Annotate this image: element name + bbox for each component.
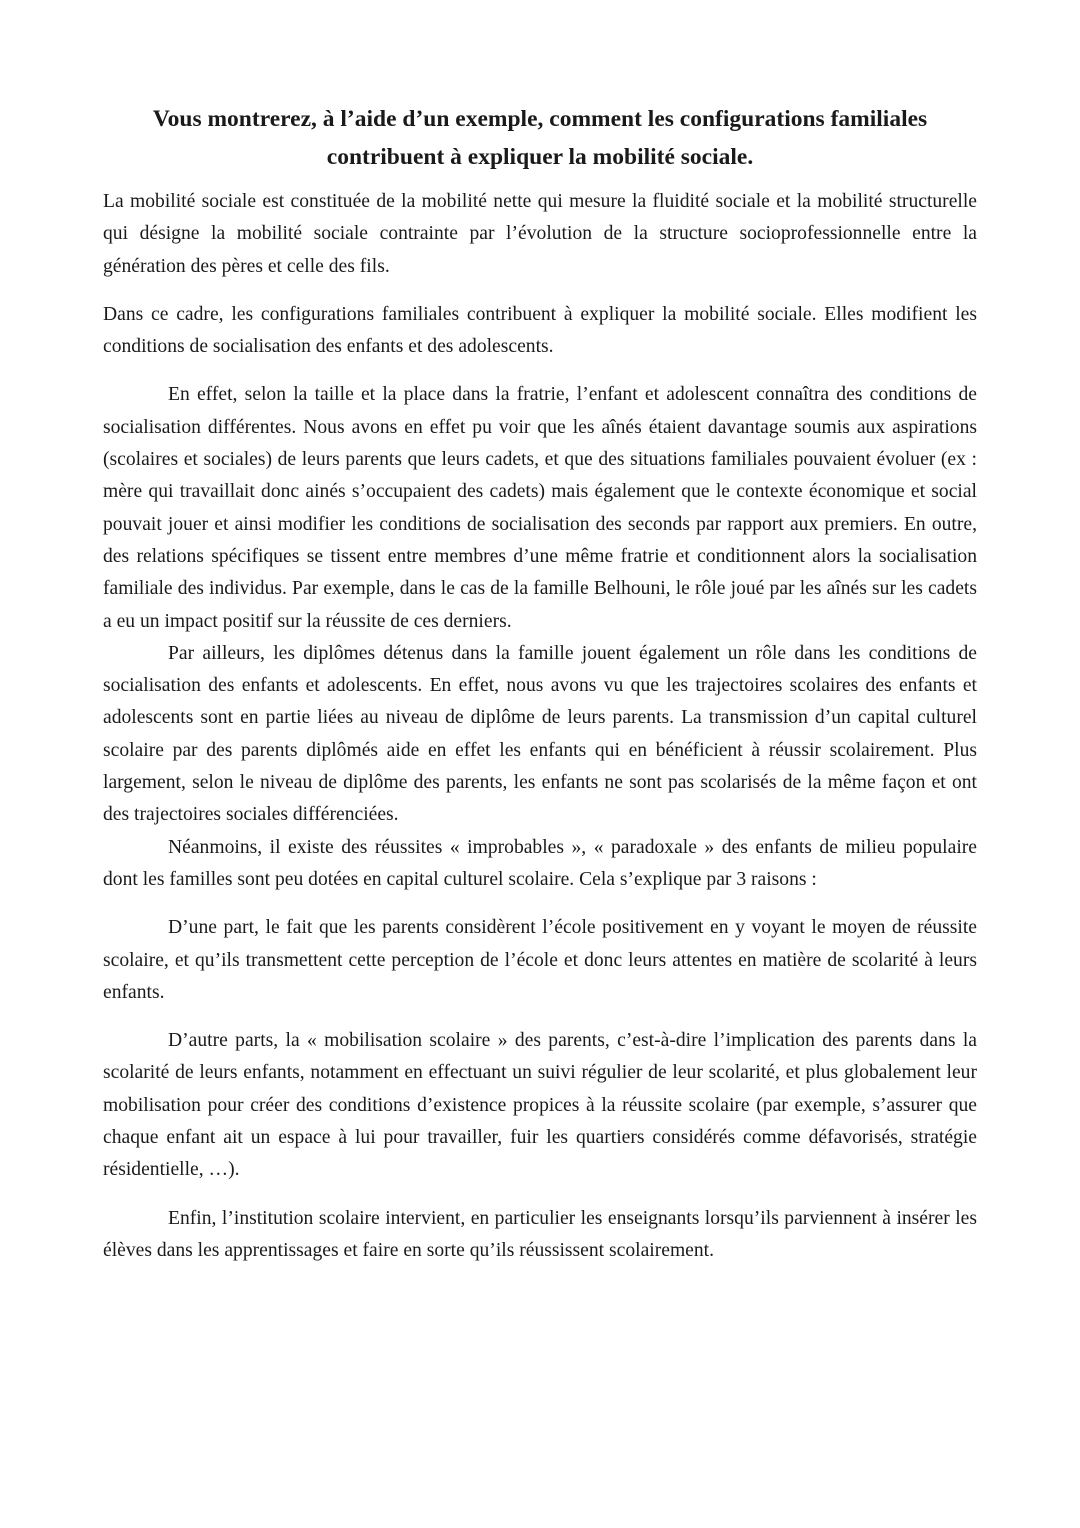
paragraph-reussites-improbables: Néanmoins, il existe des réussites « improbables », « paradoxale » des enfants de milieu populaire dont les familles sont peu dotées en capital culturel scolaire. Cela s’explique par 3 raisons : bbox=[103, 836, 977, 890]
paragraph-raison-2: D’autre parts, la « mobilisation scolaire » des parents, c’est-à-dire l’implication des parents dans la scolarité de leurs enfants, notamment en effectuant un suivi régulier de leur scolarité, et plus globalement leur mobilisation pour créer des conditions d’existence propices à la réussite scolaire (par exemple, s’assurer que chaque enfant ait un espace à lui pour travailler, fuir les quartiers considérés comme défavorisés, stratégie résidentielle, …). bbox=[103, 1030, 977, 1181]
paragraph-definition: La mobilité sociale est constituée de la mobilité nette qui mesure la fluidité sociale et la mobilité structurelle qui désigne la mobilité sociale contrainte par l’évolution de la structure socioprofessionnelle entre la génération des pères et celle des fils. bbox=[103, 191, 977, 277]
paragraph-raison-1: D’une part, le fait que les parents considèrent l’école positivement en y voyant le moyen de réussite scolaire, et qu’ils transmettent cette perception de l’école et donc leurs attentes en matière de scolarité à leurs enfants. bbox=[103, 917, 977, 1003]
paragraph-raison-3: Enfin, l’institution scolaire intervient, en particulier les enseignants lorsqu’ils parviennent à insérer les élèves dans les apprentissages et faire en sorte qu’ils réussissent scolairement. bbox=[103, 1207, 977, 1261]
document-title: Vous montrerez, à l’aide d’un exemple, comment les configurations familiales contribuent à expliquer la mobilité sociale. bbox=[152, 106, 928, 170]
paragraph-diplomes: Par ailleurs, les diplômes détenus dans la famille jouent également un rôle dans les conditions de socialisation des enfants et adolescents. En effet, nous avons vu que les trajectoires scolaires des enfants et adolescents sont en partie liées au niveau de diplôme de leurs parents. La transmission d’un capital culturel scolaire par des parents diplômés aide en effet les enfants qui en bénéficient à réussir scolairement. Plus largement, selon le niveau de diplôme des parents, les enfants ne sont pas scolarisés de la même façon et ont des trajectoires sociales différenciées. bbox=[103, 642, 977, 826]
document-page bbox=[103, 100, 977, 1267]
paragraph-fratrie: En effet, selon la taille et la place dans la fratrie, l’enfant et adolescent connaîtra des conditions de socialisation différentes. Nous avons en effet pu voir que les aînés étaient davantage soumis aux aspirations (scolaires et sociales) de leurs parents que leurs cadets, et que des situations familiales pouvaient évoluer (ex : mère qui travaillait donc ainés s’occupaient des cadets) mais également que le contexte économique et social pouvait jouer et ainsi modifier les conditions de socialisation des seconds par rapport aux premiers. En outre, des relations spécifiques se tissent entre membres d’une même fratrie et conditionnent alors la socialisation familiale des individus. Par exemple, dans le cas de la famille Belhouni, le rôle joué par les aînés sur les cadets a eu un impact positif sur la réussite de ces derniers. bbox=[103, 384, 977, 632]
paragraph-thesis: Dans ce cadre, les configurations familiales contribuent à expliquer la mobilité sociale. Elles modifient les conditions de socialisation des enfants et des adolescents. bbox=[103, 303, 977, 358]
